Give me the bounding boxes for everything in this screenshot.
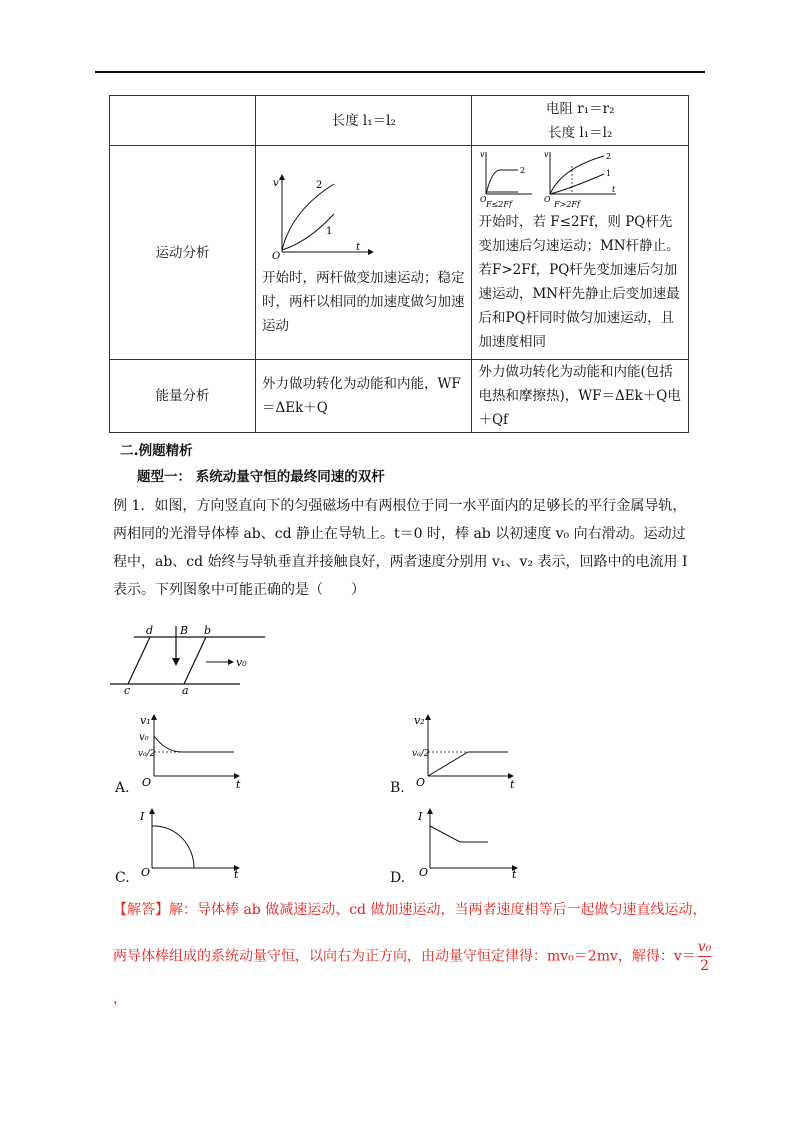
header-col3-line1: 电阻 r₁＝r₂ [545,100,615,117]
svg-text:O: O [480,195,488,204]
graph-o-label: O [272,251,281,260]
option-a-letter[interactable]: A. [115,780,130,796]
circuit-diagram [110,622,270,694]
graph-label-2: 2 [316,180,323,191]
small-graphs [478,148,682,208]
motion-col2-text: 开始时，两杆做变加速运动；稳定时，两杆以相同的加速度做匀加速运动 [262,270,465,334]
svg-text:a: a [182,684,189,694]
svg-text:I: I [418,810,423,823]
energy-col3: 外力做功转化为动能和内能(包括电热和摩擦热)，WF＝ΔEk＋Q电＋Qf [472,360,689,433]
table-corner-cell [110,96,256,146]
type-title: 题型一： 系统动量守恒的最终同速的双杆 [137,469,385,485]
rod-cd [128,637,150,684]
curve-2 [282,184,334,250]
vt-graph-small-1 [478,148,536,208]
energy-col2: 外力做功转化为动能和内能，WF＝ΔEk＋Q [256,360,472,433]
option-b-letter[interactable]: B. [390,780,405,796]
svg-text:I: I [140,810,145,823]
svg-text:1: 1 [606,169,612,178]
option-c-graph [138,806,248,880]
section-title: 二.例题精析 [120,443,193,459]
svg-text:t: t [512,868,517,880]
svg-text:v₂: v₂ [414,714,425,727]
svg-text:O: O [544,195,552,204]
svg-text:t: t [234,868,239,880]
answer-tag: 【解答】 [113,902,169,918]
example-text: 例 1．如图，方向竖直向下的匀强磁场中有两根位于同一水平面内的足够长的平行金属导轨，两相同的光滑导体棒 ab、cd 静止在导轨上。t＝0 时，棒 ab 以初速度 v₀ 向右滑动。运动过程中，ab、cd 始终与导轨垂直并接触良好，两者速度分别用 v₁、v₂ 表示，回路中的电流用 I 表示。下列图象中可能正确的是（ ） [113,498,688,598]
header-col2: 长度 l₁＝l₂ [256,96,472,146]
svg-text:c: c [124,684,131,694]
svg-text:d: d [146,624,154,637]
motion-col3-text: 开始时，若 F≤2Ff，则 PQ杆先变加速后匀速运动；MN杆静止。若F>2Ff，PQ杆先变加速后匀加速运动，MN杆先静止后变加速最后和PQ杆同时做匀加速运动，且加速度相同 [478,214,680,350]
header-rule [95,71,705,73]
svg-text:O: O [419,866,429,879]
svg-text:v: v [544,150,550,159]
svg-text:v₀: v₀ [236,656,247,669]
graph-t-label: t [356,242,361,253]
motion-label: 运动分析 [110,146,256,360]
answer-fraction: $\frac{\text{v₀}}{2}$ [697,939,712,974]
svg-text:O: O [416,776,426,788]
svg-text:v₁: v₁ [140,714,151,727]
option-b-graph [412,712,522,788]
svg-text:v₀/2: v₀/2 [412,749,430,759]
caption-small-2: F>2Ff [554,200,581,208]
option-a-graph [138,712,248,788]
caption-small-1: F≤2Ff [486,200,513,208]
answer-comma: ， [113,991,127,1007]
svg-text:t: t [236,778,241,788]
motion-col3 [472,146,689,360]
svg-text:v: v [480,150,486,159]
option-c-letter[interactable]: C. [115,870,130,886]
svg-text:O: O [142,776,152,788]
option-d-graph [416,806,526,880]
svg-text:t: t [510,778,515,788]
motion-col2 [256,146,472,360]
svg-text:t: t [612,185,616,194]
header-col3 [472,96,689,146]
header-col3-line2: 长度 l₁＝l₂ [548,124,613,141]
vt-graph-small-2 [542,148,622,208]
energy-label: 能量分析 [110,360,256,433]
graph-label-1: 1 [326,226,333,237]
svg-text:2: 2 [520,166,526,175]
rod-ab [184,637,206,684]
svg-text:2: 2 [606,152,612,161]
option-d-letter[interactable]: D. [390,870,406,886]
answer-line-2: 两导体棒组成的系统动量守恒，以向右为正方向，由动量守恒定律得：mv₀＝2mv，解得：v＝ $\frac{\text{v₀}}{2}$ [113,939,712,974]
svg-text:v₀: v₀ [139,732,149,743]
svg-text:v₀/2: v₀/2 [138,749,156,759]
answer-line-1: 【解答】解：导体棒 ab 做减速运动、cd 做加速运动，当两者速度相等后一起做匀速直线运动， [113,902,707,918]
comparison-table [109,95,689,433]
svg-text:O: O [141,866,151,879]
graph-v-label: v [273,178,279,189]
vt-graph-two-rods [268,170,378,260]
svg-text:B: B [180,624,189,637]
svg-text:b: b [204,624,212,637]
